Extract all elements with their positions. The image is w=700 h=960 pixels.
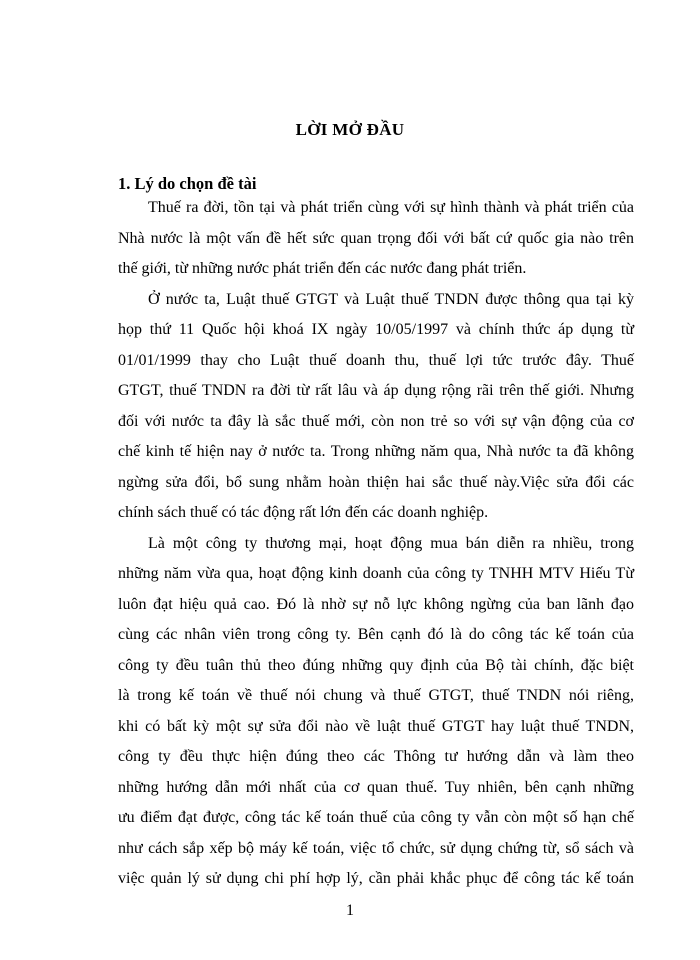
paragraph-line: những năm vừa qua, hoạt động kinh doanh của công ty TNHH MTV Hiếu Từ: [118, 565, 634, 582]
paragraph-line: ngừng sửa đổi, bổ sung nhằm hoàn thiện hai sắc thuế này.Việc sửa đổi các: [118, 474, 634, 491]
paragraph-line: là trong kế toán về thuế nói chung và thuế GTGT, thuế TNDN nói riêng,: [118, 687, 634, 704]
paragraph-line: đối với nước ta đây là sắc thuế mới, còn non trẻ so với sự vận động của cơ: [118, 413, 634, 430]
paragraph-line: 01/01/1999 thay cho Luật thuế doanh thu, thuế lợi tức trước đây. Thuế: [118, 352, 634, 369]
page-title: LỜI MỞ ĐẦU: [295, 120, 405, 139]
paragraph-line: Nhà nước là một vấn đề hết sức quan trọng đối với bất cứ quốc gia nào trên: [118, 230, 634, 247]
paragraph-line: chế kinh tế hiện nay ở nước ta. Trong những năm qua, Nhà nước ta đã không: [118, 443, 634, 460]
paragraph-line: Thuế ra đời, tồn tại và phát triển cùng với sự hình thành và phát triển của: [148, 199, 634, 216]
paragraph-line: những hướng dẫn mới nhất của cơ quan thuế. Tuy nhiên, bên cạnh những: [118, 779, 634, 796]
paragraph-line: ưu điểm đạt được, công tác kế toán thuế của công ty vẫn còn một số hạn chế: [118, 809, 634, 826]
paragraph-line: chính sách thuế có tác động rất lớn đến các doanh nghiệp.: [118, 504, 489, 521]
paragraph-line: luôn đạt hiệu quả cao. Đó là nhờ sự nỗ lực không ngừng của ban lãnh đạo: [118, 596, 634, 613]
paragraph-line: công ty đều tuân thủ theo đúng những quy định của Bộ tài chính, đặc biệt: [118, 657, 634, 674]
paragraph-line: Ở nước ta, Luật thuế GTGT và Luật thuế TNDN được thông qua tại kỳ: [148, 291, 634, 308]
paragraph-line: Là một công ty thương mại, hoạt động mua bán diễn ra nhiều, trong: [148, 535, 634, 552]
paragraph-line: họp thứ 11 Quốc hội khoá IX ngày 10/05/1997 và chính thức áp dụng từ: [118, 321, 634, 338]
paragraph-line: GTGT, thuế TNDN ra đời từ rất lâu và áp dụng rộng rãi trên thế giới. Nhưng: [118, 382, 634, 399]
page-number: 1: [346, 902, 354, 919]
paragraph-line: công ty đều thực hiện đúng theo các Thông tư hướng dẫn và làm theo: [118, 748, 634, 765]
paragraph-line: thế giới, từ những nước phát triển đến các nước đang phát triển.: [118, 260, 527, 277]
paragraph-line: khi có bất kỳ một sự sửa đổi nào về luật thuế GTGT hay luật thuế TNDN,: [118, 718, 634, 735]
paragraph-line: cùng các nhân viên trong công ty. Bên cạnh đó là do công tác kế toán của: [118, 626, 634, 643]
paragraph-line: như cách sắp xếp bộ máy kế toán, việc tổ chức, sử dụng chứng từ, sổ sách và: [118, 840, 634, 857]
section-heading: 1. Lý do chọn đề tài: [118, 174, 257, 193]
paragraph-line: việc quản lý sử dụng chi phí hợp lý, cần phải khắc phục để công tác kế toán: [118, 870, 634, 887]
